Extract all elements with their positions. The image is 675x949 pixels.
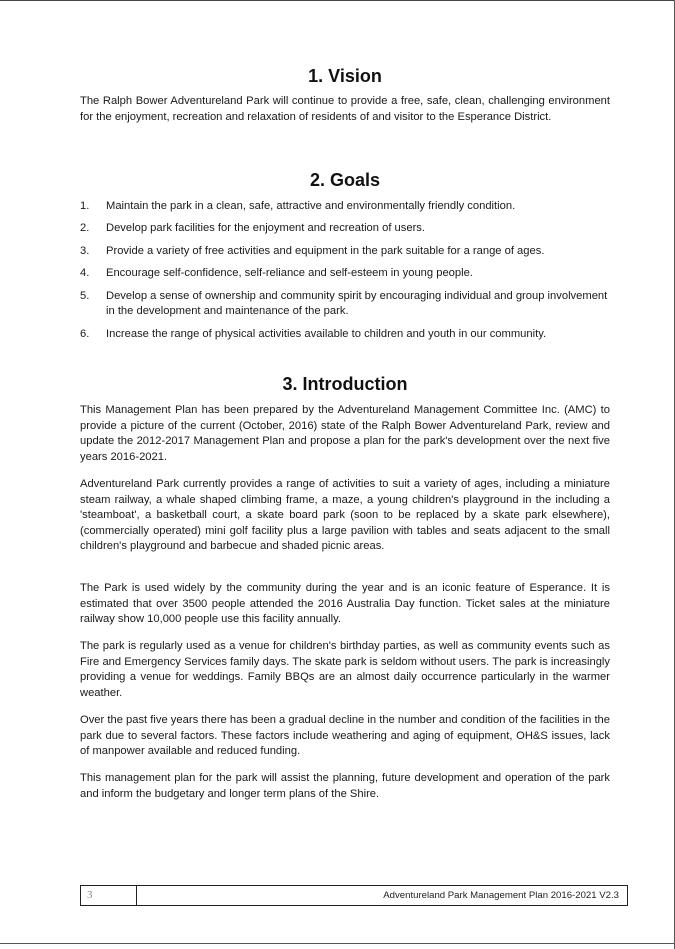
- page-footer: [80, 885, 628, 906]
- introduction-paragraph: This management plan for the park will assist the planning, future development and operation of the park and inform the budgetary and longer term plans of the Shire.: [80, 772, 610, 800]
- goal-item: [80, 289, 610, 320]
- introduction-paragraph: The park is regularly used as a venue for children's birthday parties, as well as community events such as Fire and Emergency Services family days. The skate park is seldom without users. The park is increasingly providing a venue for weddings. Family BBQs are an almost daily occurrence particularly in the warmer weather.: [80, 640, 610, 699]
- goal-number: 3.: [80, 244, 90, 257]
- goal-item: [80, 199, 610, 215]
- goal-text: Encourage self-confidence, self-reliance and self-esteem in young people.: [106, 267, 473, 280]
- goal-item: [80, 244, 610, 260]
- goal-text: Develop a sense of ownership and community spirit by encouraging individual and group involvement in the development and maintenance of the park.: [106, 289, 608, 318]
- introduction-paragraph: Adventureland Park currently provides a range of activities to suit a variety of ages, including a miniature steam railway, a whale shaped climbing frame, a maze, a young children's playground in the including a 'steamboat', a basketball court, a skate board park (soon to be replaced by a skate park elsewhere), (commercially operated) mini golf facility plus a large pavilion with tables and seats adjacent to the small children's playground and barbecue and shaded picnic areas.: [80, 478, 610, 553]
- goals-heading: 2. Goals: [309, 170, 381, 190]
- goal-number: 1.: [80, 200, 90, 212]
- goal-text: Increase the range of physical activities available to children and youth in our community.: [106, 327, 547, 340]
- goal-item: [80, 327, 610, 343]
- introduction-paragraph: The Park is used widely by the community during the year and is an iconic feature of Esperance. It is estimated that over 3500 people attended the 2016 Australia Day function. Ticket sales at the miniature railway show 10,000 people use this facility annually.: [80, 582, 610, 626]
- scan-bottom-edge: [0, 943, 675, 944]
- introduction-paragraph: Over the past five years there has been a gradual decline in the number and condition of the facilities in the park due to several factors. These factors include weathering and aging of equipment, OH&S issues, lack of manpower available and reduced funding.: [80, 714, 610, 758]
- scan-top-edge: [0, 0, 675, 1]
- footer-document-title: Adventureland Park Management Plan 2016-2021 V2.3: [383, 890, 619, 901]
- goal-text: Maintain the park in a clean, safe, attractive and environmentally friendly condition.: [106, 200, 516, 212]
- vision-heading: 1. Vision: [308, 66, 382, 86]
- goal-number: 6.: [80, 327, 90, 340]
- goal-text: Provide a variety of free activities and equipment in the park suitable for a range of ages.: [106, 244, 545, 257]
- goal-number: 4.: [80, 267, 90, 280]
- goal-text: Develop park facilities for the enjoyment and recreation of users.: [106, 222, 426, 235]
- page-number: 3: [81, 886, 137, 905]
- introduction-paragraph: This Management Plan has been prepared by the Adventureland Management Committee Inc. (AMC) to provide a picture of the current (October, 2016) state of the Ralph Bower Adventureland Park, review and update the 2012-2017 Management Plan and propose a plan for the park's development over the next five years 2016-2021.: [80, 404, 610, 463]
- goal-item: [80, 266, 610, 282]
- goal-number: 2.: [80, 222, 90, 235]
- goal-item: [80, 221, 610, 237]
- goal-number: 5.: [80, 289, 90, 302]
- vision-paragraph: The Ralph Bower Adventureland Park will continue to provide a free, safe, clean, challenging environment for the enjoyment, recreation and relaxation of residents of and visitor to the Esperance District.: [80, 95, 610, 123]
- introduction-heading: 3. Introduction: [282, 374, 408, 394]
- goals-list: [80, 199, 610, 349]
